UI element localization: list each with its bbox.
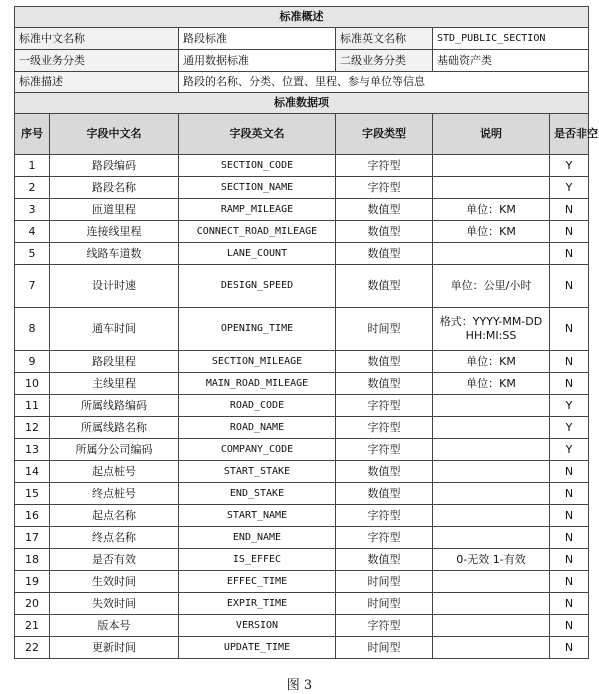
table-row: [15, 593, 589, 615]
cell-type: 时间型: [336, 308, 433, 351]
cell-desc: 单位：KM: [433, 221, 550, 243]
cell-name-cn: 设计时速: [50, 265, 179, 308]
cell-desc: [433, 527, 550, 549]
cell-name-en: COMPANY_CODE: [179, 439, 336, 461]
cell-seq: 7: [15, 265, 50, 308]
cell-seq: 18: [15, 549, 50, 571]
cell-name-en: DESIGN_SPEED: [179, 265, 336, 308]
header-name-cn: 字段中文名: [50, 114, 179, 155]
table-row: [15, 199, 589, 221]
cell-not-null: N: [550, 615, 589, 637]
cell-name-cn: 匝道里程: [50, 199, 179, 221]
cell-name-cn: 起点名称: [50, 505, 179, 527]
table-row: [15, 308, 589, 351]
overview-title: 标准概述: [15, 7, 589, 28]
cell-seq: 15: [15, 483, 50, 505]
cell-name-cn: 所属分公司编码: [50, 439, 179, 461]
cell-seq: 22: [15, 637, 50, 659]
cell-desc: [433, 615, 550, 637]
value-cn-name: 路段标准: [179, 28, 336, 50]
cell-name-en: SECTION_MILEAGE: [179, 351, 336, 373]
cell-seq: 19: [15, 571, 50, 593]
cell-desc: [433, 637, 550, 659]
cell-desc: 单位：KM: [433, 351, 550, 373]
cell-name-en: RAMP_MILEAGE: [179, 199, 336, 221]
table-row: [15, 243, 589, 265]
cell-not-null: N: [550, 483, 589, 505]
cell-name-en: ROAD_NAME: [179, 417, 336, 439]
table-row: [15, 155, 589, 177]
cell-type: 字符型: [336, 417, 433, 439]
data-items-title: 标准数据项: [15, 93, 589, 114]
cell-type: 字符型: [336, 505, 433, 527]
cell-seq: 5: [15, 243, 50, 265]
value-en-name: STD_PUBLIC_SECTION: [433, 28, 589, 50]
label-level2-category: 二级业务分类: [336, 50, 433, 72]
cell-name-cn: 主线里程: [50, 373, 179, 395]
cell-type: 数值型: [336, 549, 433, 571]
cell-type: 数值型: [336, 243, 433, 265]
table-row: [15, 221, 589, 243]
cell-type: 字符型: [336, 615, 433, 637]
table-row: [15, 483, 589, 505]
cell-seq: 4: [15, 221, 50, 243]
cell-seq: 8: [15, 308, 50, 351]
cell-name-en: EFFEC_TIME: [179, 571, 336, 593]
cell-name-en: UPDATE_TIME: [179, 637, 336, 659]
table-row: [15, 615, 589, 637]
cell-name-cn: 版本号: [50, 615, 179, 637]
cell-seq: 3: [15, 199, 50, 221]
value-description: 路段的名称、分类、位置、里程、参与单位等信息: [179, 72, 589, 93]
cell-name-cn: 生效时间: [50, 571, 179, 593]
table-row: [15, 461, 589, 483]
cell-type: 数值型: [336, 199, 433, 221]
cell-seq: 10: [15, 373, 50, 395]
cell-not-null: Y: [550, 177, 589, 199]
cell-name-cn: 终点名称: [50, 527, 179, 549]
cell-not-null: N: [550, 373, 589, 395]
cell-name-en: IS_EFFEC: [179, 549, 336, 571]
table-row: [15, 637, 589, 659]
cell-desc: [433, 177, 550, 199]
cell-seq: 14: [15, 461, 50, 483]
cell-seq: 13: [15, 439, 50, 461]
cell-not-null: Y: [550, 417, 589, 439]
cell-name-cn: 线路车道数: [50, 243, 179, 265]
cell-type: 字符型: [336, 395, 433, 417]
cell-not-null: N: [550, 351, 589, 373]
cell-name-cn: 路段编码: [50, 155, 179, 177]
cell-desc: 单位：公里/小时: [433, 265, 550, 308]
cell-type: 时间型: [336, 637, 433, 659]
table-row: [15, 527, 589, 549]
cell-name-en: VERSION: [179, 615, 336, 637]
cell-type: 数值型: [336, 221, 433, 243]
cell-seq: 17: [15, 527, 50, 549]
cell-not-null: N: [550, 461, 589, 483]
cell-type: 数值型: [336, 373, 433, 395]
cell-desc: 单位：KM: [433, 199, 550, 221]
cell-name-en: EXPIR_TIME: [179, 593, 336, 615]
cell-seq: 11: [15, 395, 50, 417]
cell-name-en: LANE_COUNT: [179, 243, 336, 265]
cell-name-cn: 更新时间: [50, 637, 179, 659]
cell-type: 字符型: [336, 439, 433, 461]
cell-not-null: N: [550, 199, 589, 221]
cell-type: 时间型: [336, 593, 433, 615]
label-level1-category: 一级业务分类: [15, 50, 179, 72]
cell-desc: [433, 571, 550, 593]
cell-desc: [433, 483, 550, 505]
cell-not-null: N: [550, 593, 589, 615]
table-row: [15, 439, 589, 461]
cell-name-en: START_NAME: [179, 505, 336, 527]
cell-name-en: MAIN_ROAD_MILEAGE: [179, 373, 336, 395]
cell-desc: [433, 243, 550, 265]
cell-name-cn: 失效时间: [50, 593, 179, 615]
cell-not-null: Y: [550, 395, 589, 417]
cell-not-null: N: [550, 571, 589, 593]
cell-desc: 0-无效 1-有效: [433, 549, 550, 571]
cell-not-null: N: [550, 549, 589, 571]
table-row: [15, 549, 589, 571]
label-cn-name: 标准中文名称: [15, 28, 179, 50]
label-description: 标准描述: [15, 72, 179, 93]
cell-name-cn: 终点桩号: [50, 483, 179, 505]
cell-type: 数值型: [336, 351, 433, 373]
cell-desc: [433, 439, 550, 461]
table-row: [15, 571, 589, 593]
cell-seq: 16: [15, 505, 50, 527]
cell-name-en: CONNECT_ROAD_MILEAGE: [179, 221, 336, 243]
cell-name-cn: 所属线路编码: [50, 395, 179, 417]
cell-seq: 12: [15, 417, 50, 439]
cell-name-cn: 所属线路名称: [50, 417, 179, 439]
cell-seq: 9: [15, 351, 50, 373]
cell-not-null: N: [550, 527, 589, 549]
cell-desc: [433, 155, 550, 177]
cell-not-null: N: [550, 243, 589, 265]
figure-caption: 图 3: [286, 678, 313, 693]
cell-type: 数值型: [336, 265, 433, 308]
cell-not-null: N: [550, 637, 589, 659]
cell-name-cn: 是否有效: [50, 549, 179, 571]
table-row: [15, 177, 589, 199]
cell-type: 字符型: [336, 527, 433, 549]
table-row: [15, 265, 589, 308]
cell-not-null: N: [550, 308, 589, 351]
cell-seq: 20: [15, 593, 50, 615]
cell-desc: [433, 461, 550, 483]
cell-name-cn: 通车时间: [50, 308, 179, 351]
cell-name-cn: 连接线里程: [50, 221, 179, 243]
cell-desc: [433, 417, 550, 439]
header-type: 字段类型: [336, 114, 433, 155]
cell-name-en: START_STAKE: [179, 461, 336, 483]
cell-desc: 格式：YYYY-MM-DD HH:MI:SS: [433, 308, 550, 351]
cell-name-en: ROAD_CODE: [179, 395, 336, 417]
cell-not-null: N: [550, 221, 589, 243]
header-seq: 序号: [15, 114, 50, 155]
table-row: [15, 417, 589, 439]
header-not-null: 是否非空: [550, 114, 589, 155]
standard-table: [14, 6, 598, 659]
cell-seq: 2: [15, 177, 50, 199]
cell-type: 字符型: [336, 155, 433, 177]
cell-name-cn: 起点桩号: [50, 461, 179, 483]
cell-type: 数值型: [336, 461, 433, 483]
cell-desc: [433, 505, 550, 527]
cell-name-en: SECTION_CODE: [179, 155, 336, 177]
label-en-name: 标准英文名称: [336, 28, 433, 50]
cell-seq: 1: [15, 155, 50, 177]
cell-name-en: SECTION_NAME: [179, 177, 336, 199]
table-row: [15, 395, 589, 417]
cell-desc: 单位：KM: [433, 373, 550, 395]
cell-type: 字符型: [336, 177, 433, 199]
cell-not-null: Y: [550, 439, 589, 461]
cell-seq: 21: [15, 615, 50, 637]
cell-not-null: N: [550, 265, 589, 308]
cell-name-en: END_NAME: [179, 527, 336, 549]
cell-name-cn: 路段名称: [50, 177, 179, 199]
table-row: [15, 351, 589, 373]
table-row: [15, 505, 589, 527]
cell-name-cn: 路段里程: [50, 351, 179, 373]
cell-type: 时间型: [336, 571, 433, 593]
value-level2-category: 基础资产类: [433, 50, 589, 72]
header-name-en: 字段英文名: [179, 114, 336, 155]
cell-desc: [433, 395, 550, 417]
cell-desc: [433, 593, 550, 615]
table-row: [15, 373, 589, 395]
cell-not-null: Y: [550, 155, 589, 177]
cell-name-en: END_STAKE: [179, 483, 336, 505]
header-desc: 说明: [433, 114, 550, 155]
value-level1-category: 通用数据标准: [179, 50, 336, 72]
cell-name-en: OPENING_TIME: [179, 308, 336, 351]
cell-type: 数值型: [336, 483, 433, 505]
cell-not-null: N: [550, 505, 589, 527]
